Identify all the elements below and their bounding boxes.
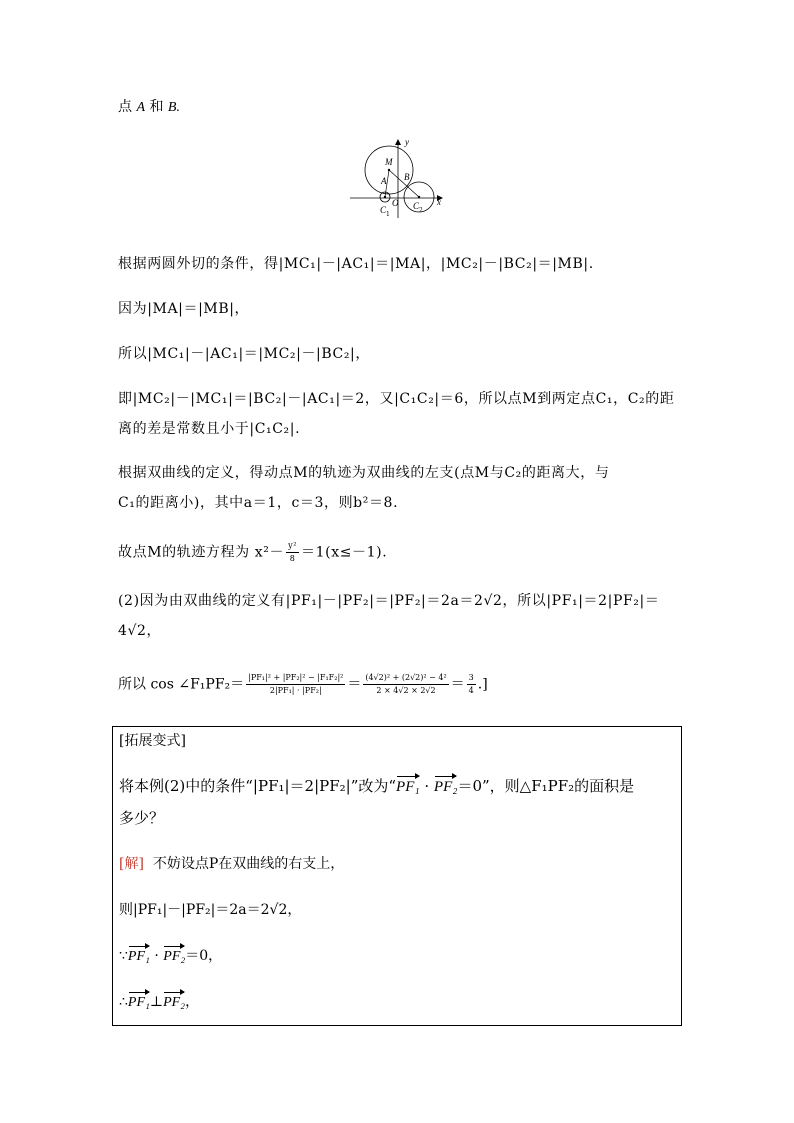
label-c2 xyxy=(413,201,423,214)
fraction-numerator: |PF₁|² + |PF₂|² − |F₁F₂|² xyxy=(246,672,345,685)
extension-box xyxy=(112,726,682,1026)
label-c1-sub: 1 xyxy=(386,210,390,218)
dot-operator: · xyxy=(149,948,164,964)
therefore-symbol: ∴ xyxy=(119,994,128,1010)
question-text: 将本例(2)中的条件“|PF₁|＝2|PF₂|”改为“ xyxy=(119,777,397,795)
point-b-label: B. xyxy=(167,100,180,115)
vector-pf1: PF₁ xyxy=(127,995,150,1010)
equation-suffix: .] xyxy=(477,676,488,693)
solution-line4 xyxy=(119,991,199,1011)
label-b: B xyxy=(404,172,410,182)
y-axis-arrow xyxy=(395,139,401,145)
solution-text: 不妨设点P在双曲线的右支上， xyxy=(152,856,345,872)
vector-pf1: PF₁ xyxy=(127,949,150,964)
solution-line1 xyxy=(119,853,344,873)
label-m: M xyxy=(385,157,393,167)
text-line: 所以|MC₁|－|AC₁|＝|MC₂|－|BC₂|， xyxy=(118,346,370,362)
label-x: x xyxy=(437,197,441,207)
vector-pf2: PF₂ xyxy=(163,949,186,964)
point-c1 xyxy=(384,196,386,198)
text-line: 根据双曲线的定义，得动点M的轨迹为双曲线的左支(点M与C₂的距离大，与 xyxy=(118,465,610,481)
solution-text: ＝0， xyxy=(185,948,223,964)
equation-prefix: 故点M的轨迹方程为 x²－ xyxy=(118,544,285,561)
because-symbol: ∵ xyxy=(119,948,128,964)
fraction-numerator: 3 xyxy=(467,672,476,685)
perpendicular-symbol: ⊥ xyxy=(149,994,164,1010)
box-question-line2: 多少？ xyxy=(119,809,165,827)
fraction-numerator: (4√2)² + (2√2)² − 4² xyxy=(363,672,448,685)
figure-svg xyxy=(345,135,455,220)
text-line: 因为|MA|＝|MB|， xyxy=(118,301,250,317)
text-line: 即|MC₂|－|MC₁|＝|BC₂|－|AC₁|＝2，又|C₁C₂|＝6，所以点M到两定点C₁，C₂的距 xyxy=(118,391,675,407)
vector-pf2: PF₂ xyxy=(433,779,458,795)
equation-suffix: ＝1(x≤－1). xyxy=(301,544,388,561)
text-line: 离的差是常数且小于|C₁C₂|. xyxy=(118,421,301,437)
fraction-numerator: y² xyxy=(286,540,299,553)
intro-text: 点 xyxy=(118,99,132,115)
intro-text: 和 xyxy=(149,99,164,115)
point-c2 xyxy=(418,196,420,198)
label-y: y xyxy=(405,137,409,147)
intro-line xyxy=(118,96,180,119)
box-title: [拓展变式] xyxy=(119,733,186,749)
vector-pf2: PF₂ xyxy=(163,995,186,1010)
fraction-denominator: 8 xyxy=(289,554,296,563)
equation-prefix: 所以 cos ∠F₁PF₂＝ xyxy=(118,676,245,693)
fraction-denominator: 2 × 4√2 × 2√2 xyxy=(376,686,436,695)
label-c1-letter: C xyxy=(380,205,387,215)
trajectory-equation xyxy=(118,540,387,565)
dot-operator: · xyxy=(419,777,434,795)
fraction-denominator: 4 xyxy=(468,686,474,695)
box-question-line1 xyxy=(119,775,634,796)
solution-label: [解] xyxy=(119,856,144,872)
point-a-label: A xyxy=(136,100,146,115)
label-c2-letter: C xyxy=(413,201,420,211)
label-a: A xyxy=(381,176,387,186)
label-c1 xyxy=(380,205,390,218)
fraction-denominator: 2|PF₁| · |PF₂| xyxy=(269,686,322,695)
fraction-cosine-formula xyxy=(246,672,345,697)
vector-pf1: PF₁ xyxy=(396,779,420,795)
text-line: 根据两圆外切的条件，得|MC₁|－|AC₁|＝|MA|，|MC₂|－|BC₂|＝|MB|. xyxy=(118,256,594,272)
text-line: (2)因为由双曲线的定义有|PF₁|－|PF₂|＝|PF₂|＝2a＝2√2，所以|PF₁|＝2|PF₂|＝ xyxy=(118,593,660,609)
text-line: 4√2， xyxy=(118,623,162,639)
fraction-result xyxy=(467,672,476,697)
point-m xyxy=(388,169,390,171)
geometry-figure xyxy=(345,135,455,220)
label-c2-sub: 2 xyxy=(419,206,423,214)
solution-text: ， xyxy=(185,994,200,1010)
fraction-y2-8 xyxy=(286,540,299,565)
solution-line3 xyxy=(119,945,222,965)
text-line: C₁的距离小)，其中a＝1，c＝3，则b²＝8. xyxy=(118,495,399,511)
solution-line2: 则|PF₁|－|PF₂|＝2a＝2√2， xyxy=(119,902,302,918)
fraction-cosine-values xyxy=(363,672,448,697)
cosine-equation: 所以 cos ∠F₁PF₂＝ $\frac{\text{|PF₁|² + |PF₂|² − |F₁F₂|²}}{\text{2|PF₁| · |PF₂|}}$ ＝ $\frac{\text{(4√2)² + (2√2)² − 4²}}{2 \times 4√2 \times 2√2}$ ＝ $\frac{3}{4}$ .] xyxy=(118,673,488,695)
question-text: ＝0”，则△F₁PF₂的面积是 xyxy=(457,777,635,795)
label-o: O xyxy=(392,198,399,208)
